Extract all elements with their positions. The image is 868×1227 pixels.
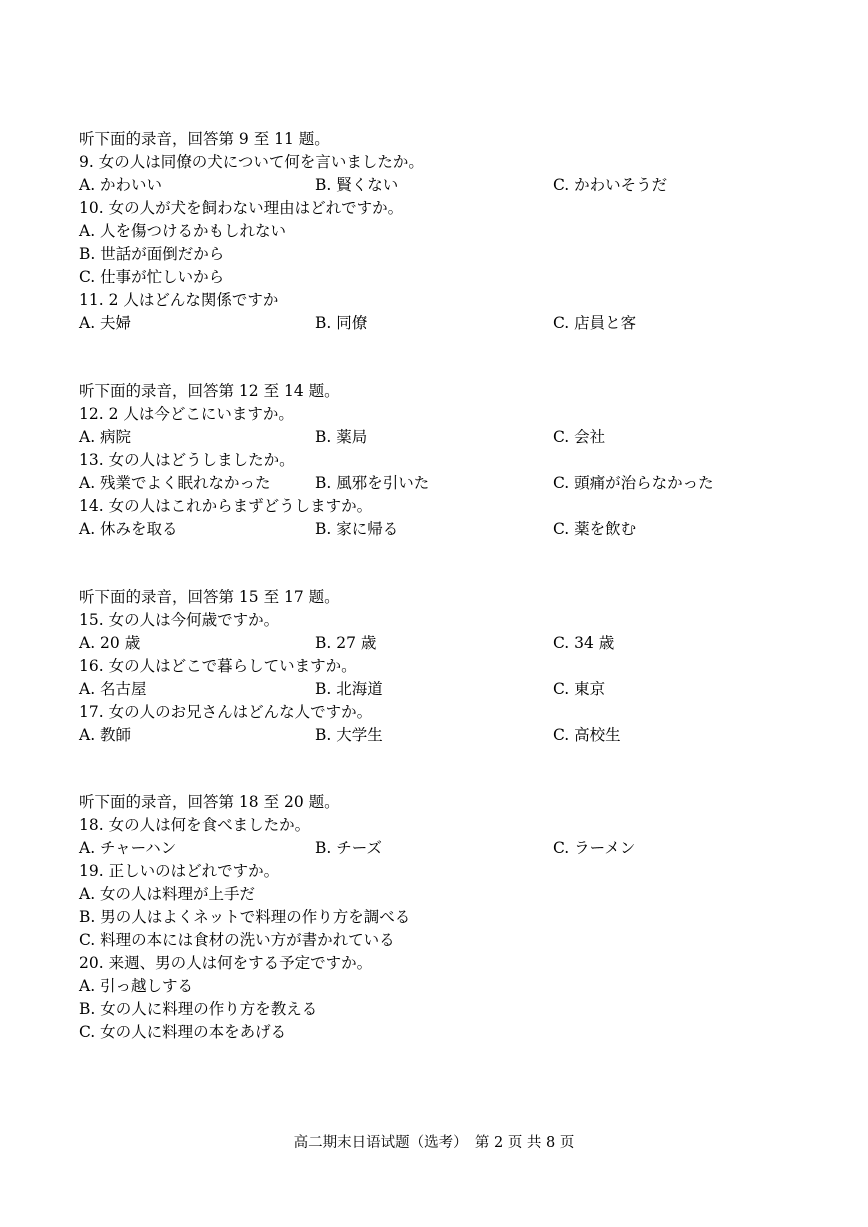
option-a: A. 病院 [79, 428, 132, 446]
option-b: B. 同僚 [315, 314, 368, 332]
option-a: A. 人を傷つけるかもしれない [79, 222, 287, 240]
option-b: B. 薬局 [315, 428, 368, 446]
question-text: 14. 女の人はこれからまずどうしますか。 [79, 497, 373, 515]
option-a: A. 20 歳 [79, 634, 141, 652]
option-c: C. 仕事が忙しいから [79, 268, 225, 286]
option-b: B. 女の人に料理の作り方を教える [79, 1000, 318, 1018]
option-c: C. 34 歳 [553, 634, 615, 652]
option-c: C. 女の人に料理の本をあげる [79, 1023, 287, 1041]
option-a: A. 夫婦 [79, 314, 132, 332]
option-c: C. 薬を飲む [553, 520, 637, 538]
question-text: 11. 2 人はどんな関係ですか [79, 291, 279, 309]
question-text: 19. 正しいのはどれですか。 [79, 862, 280, 880]
question-text: 18. 女の人は何を食べましたか。 [79, 816, 311, 834]
option-b: B. 27 歳 [315, 634, 377, 652]
option-b: B. 世話が面倒だから [79, 245, 225, 263]
option-b: B. 北海道 [315, 680, 383, 698]
question-text: 16. 女の人はどこで暮らしていますか。 [79, 657, 357, 675]
option-b: B. チーズ [315, 839, 382, 857]
option-c: C. 頭痛が治らなかった [553, 474, 714, 492]
option-c: C. かわいそうだ [553, 176, 668, 194]
section-instruction: 听下面的录音，回答第 15 至 17 题。 [79, 588, 340, 606]
option-a: A. 残業でよく眠れなかった [79, 474, 271, 492]
question-text: 13. 女の人はどうしましたか。 [79, 451, 295, 469]
option-b: B. 風邪を引いた [315, 474, 430, 492]
question-text: 17. 女の人のお兄さんはどんな人ですか。 [79, 703, 373, 721]
option-a: A. 引っ越しする [79, 977, 194, 995]
option-b: B. 賢くない [315, 176, 399, 194]
option-c: C. 会社 [553, 428, 606, 446]
option-c: C. 東京 [553, 680, 606, 698]
question-text: 12. 2 人は今どこにいますか。 [79, 405, 294, 423]
section-instruction: 听下面的录音，回答第 9 至 11 题。 [79, 130, 330, 148]
section-instruction: 听下面的录音，回答第 18 至 20 题。 [79, 793, 340, 811]
question-text: 15. 女の人は今何歳ですか。 [79, 611, 280, 629]
question-text: 20. 来週、男の人は何をする予定ですか。 [79, 954, 373, 972]
section-instruction: 听下面的录音，回答第 12 至 14 题。 [79, 382, 340, 400]
option-b: B. 家に帰る [315, 520, 399, 538]
option-a: A. 女の人は料理が上手だ [79, 885, 256, 903]
option-c: C. 店員と客 [553, 314, 637, 332]
option-a: A. 休みを取る [79, 520, 178, 538]
page-footer: 高二期末日语试题（选考） 第 2 页 共 8 页 [293, 1135, 575, 1151]
question-text: 9. 女の人は同僚の犬について何を言いましたか。 [79, 153, 424, 171]
option-c: C. 料理の本には食材の洗い方が書かれている [79, 931, 395, 949]
question-text: 10. 女の人が犬を飼わない理由はどれですか。 [79, 199, 404, 217]
option-b: B. 男の人はよくネットで料理の作り方を調べる [79, 908, 411, 926]
option-a: A. 教師 [79, 726, 132, 744]
option-c: C. 高校生 [553, 726, 621, 744]
option-c: C. ラーメン [553, 839, 636, 857]
option-a: A. かわいい [79, 176, 163, 194]
option-b: B. 大学生 [315, 726, 383, 744]
option-a: A. 名古屋 [79, 680, 147, 698]
option-a: A. チャーハン [79, 839, 177, 857]
